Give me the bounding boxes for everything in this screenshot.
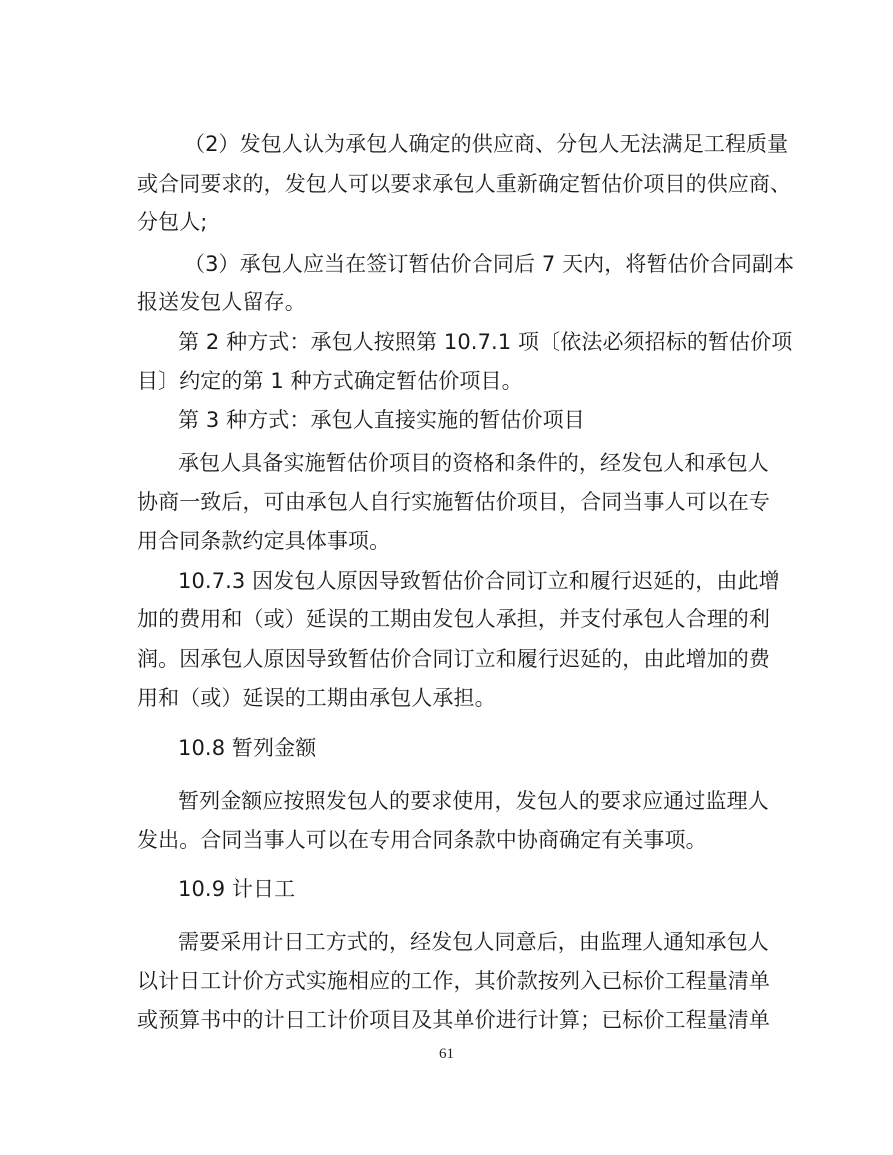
section-heading: 10.8 暂列金额	[178, 736, 317, 760]
text-line: 需要采用计日工方式的，经发包人同意后，由监理人通知承包人	[178, 930, 769, 954]
text-line: 分包人;	[137, 210, 208, 234]
text-line: （2）发包人认为承包人确定的供应商、分包人无法满足工程质量	[184, 132, 789, 156]
text-line: 或预算书中的计日工计价项目及其单价进行计算；已标价工程量清单	[137, 1008, 770, 1032]
text-line: 用和（或）延误的工期由承包人承担。	[137, 686, 496, 710]
section-heading: 10.9 计日工	[178, 877, 296, 901]
text-line: 暂列金额应按照发包人的要求使用，发包人的要求应通过监理人	[178, 789, 769, 813]
text-line: 报送发包人留存。	[137, 290, 306, 314]
text-line: （3）承包人应当在签订暂估价合同后 7 天内，将暂估价合同副本	[184, 252, 795, 276]
text-line: 润。因承包人原因导致暂估价合同订立和履行迟延的，由此增加的费	[137, 647, 770, 671]
text-line: 或合同要求的，发包人可以要求承包人重新确定暂估价项目的供应商、	[137, 172, 792, 196]
text-line: 目〕约定的第 1 种方式确定暂估价项目。	[137, 369, 523, 393]
text-line: 承包人具备实施暂估价项目的资格和条件的，经发包人和承包人	[178, 451, 769, 475]
text-line: 第 3 种方式：承包人直接实施的暂估价项目	[178, 408, 585, 432]
text-line: 以计日工计价方式实施相应的工作，其价款按列入已标价工程量清单	[137, 969, 770, 993]
text-line: 用合同条款约定具体事项。	[137, 529, 391, 553]
text-line: 第 2 种方式：承包人按照第 10.7.1 项〔依法必须招标的暂估价项	[178, 330, 793, 354]
text-line: 发出。合同当事人可以在专用合同条款中协商确定有关事项。	[137, 828, 707, 852]
page-number: 61	[439, 1046, 454, 1062]
text-line: 10.7.3 因发包人原因导致暂估价合同订立和履行迟延的，由此增	[178, 569, 780, 593]
text-line: 加的费用和（或）延误的工期由发包人承担，并支付承包人合理的利	[137, 607, 770, 631]
text-line: 协商一致后，可由承包人自行实施暂估价项目，合同当事人可以在专	[137, 490, 770, 514]
